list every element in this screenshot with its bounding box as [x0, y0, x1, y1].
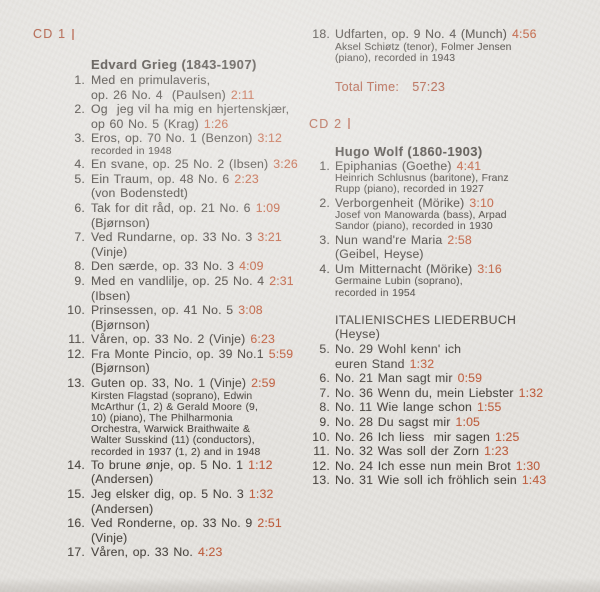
cd2-label-bar-icon — [348, 118, 350, 129]
track-body — [91, 332, 275, 347]
track-title-line — [91, 303, 263, 318]
track-text: recorded in 1948 — [91, 145, 172, 157]
track-body — [335, 459, 540, 474]
track-title-line — [335, 459, 540, 474]
track-title-line — [335, 159, 509, 174]
track-text: Våren, op. 33 No. — [91, 545, 193, 560]
track-title-line — [91, 117, 289, 132]
track-row — [307, 159, 593, 196]
cd2-label — [309, 117, 593, 131]
track-text: (Andersen) — [91, 472, 154, 487]
track-text: (Bjørnson) — [91, 215, 150, 230]
track-row — [33, 545, 307, 560]
track-duration: 4:56 — [512, 27, 537, 41]
track-body — [91, 274, 294, 303]
track-number: 3. — [319, 232, 330, 247]
total-time-label: Total Time: — [335, 80, 400, 94]
track-text: op 60 No. 5 (Krag) — [91, 116, 199, 131]
track-number: 18. — [312, 27, 330, 41]
track-credit-line — [335, 173, 509, 184]
cd1-label-bar-icon — [72, 29, 74, 40]
track-duration: 1:32 — [518, 385, 544, 400]
cd1-composer: Edvard Grieg (1843-1907) — [91, 57, 257, 72]
track-text: Germaine Lubin (soprano), — [335, 276, 463, 288]
track-text: Um Mitternacht (Mörike) — [335, 261, 473, 276]
track-duration: 1:30 — [515, 458, 541, 473]
cd2-track-list-part1 — [307, 159, 593, 299]
track-text: Ved Ronderne, op. 33 No. 9 — [91, 516, 253, 531]
track-title-line — [91, 347, 293, 362]
track-text: No. 29 Wohl kenn' ich — [335, 341, 462, 356]
track-text: No. 28 Du sagst mir — [335, 414, 451, 429]
track-body — [91, 458, 273, 487]
track-number: 3. — [74, 131, 85, 146]
track-number: 16. — [67, 516, 85, 531]
track-text: euren Stand — [335, 356, 405, 371]
track-text: (Vinje) — [91, 244, 128, 259]
track-text: Walter Susskind (11) (conductors), — [91, 435, 255, 447]
track-body — [91, 303, 263, 332]
track-text: No. 32 Was soll der Zorn — [335, 444, 480, 459]
track-title-line — [91, 131, 282, 146]
track-title-line — [91, 531, 282, 546]
track-title-line — [91, 361, 293, 376]
cd2-track-list-part2 — [307, 342, 593, 488]
track-body — [91, 172, 259, 201]
track-text: Nun wand're Maria — [335, 232, 443, 247]
track-title-line — [335, 247, 472, 262]
track-duration: 5:59 — [268, 346, 294, 361]
track-row — [33, 332, 307, 347]
track-duration: 3:08 — [238, 303, 263, 318]
track-credit-line — [91, 413, 276, 424]
track-body — [91, 131, 282, 157]
track-text: Med en vandlilje, op. 25 No. 4 — [91, 273, 265, 288]
track-duration: 1:26 — [203, 116, 229, 131]
track-text: No. 31 Wie soll ich fröhlich sein — [335, 473, 517, 488]
track-row — [307, 444, 593, 459]
track-body — [91, 157, 298, 172]
left-column — [33, 27, 307, 592]
track-duration: 2:58 — [447, 232, 472, 247]
track-text: (Ibsen) — [91, 288, 131, 303]
track-row — [33, 131, 307, 157]
liederbuch-section-header — [335, 313, 593, 342]
track-number: 1. — [319, 158, 330, 173]
track-number: 6. — [74, 200, 85, 215]
track-credit-line — [335, 288, 502, 299]
track-text: Og jeg vil ha mig en hjertenskjær, — [91, 102, 290, 117]
track-body — [335, 159, 509, 196]
track-title-line — [335, 233, 472, 248]
track-row — [33, 458, 307, 487]
track-title-line — [91, 458, 273, 473]
track-title-line — [91, 545, 223, 560]
track-duration: 4:09 — [239, 259, 264, 274]
track-text: Aksel Schiøtz (tenor), Folmer Jensen — [335, 41, 512, 53]
track-row — [33, 274, 307, 303]
track-text: Ein Traum, op. 48 No. 6 — [91, 171, 230, 186]
track-text: No. 11 Wie lange schon — [335, 400, 472, 415]
track-row — [33, 347, 307, 376]
track-title-line — [91, 274, 294, 289]
track-title-line — [91, 502, 273, 517]
track-text: (Bjørnson) — [91, 361, 150, 376]
track-title-line — [335, 415, 480, 430]
track-duration: 2:11 — [230, 87, 255, 102]
track-text: Verborgenheit (Mörike) — [335, 195, 465, 210]
track-title-line — [335, 430, 520, 445]
track-number: 8. — [74, 259, 85, 274]
track-number: 13. — [67, 376, 85, 391]
track-body — [335, 473, 546, 488]
track-duration: 1:05 — [455, 414, 481, 429]
track-title-line — [335, 357, 461, 372]
total-time — [335, 80, 593, 95]
right-column — [307, 27, 593, 592]
track-number: 1. — [74, 73, 85, 87]
track-number: 4. — [74, 157, 85, 172]
track-duration: 2:59 — [251, 376, 276, 391]
track-text: Heinrich Schlusnus (baritone), Franz — [335, 173, 509, 185]
track-body — [91, 516, 282, 545]
track-text: Den særde, op. 33 No. 3 — [91, 259, 235, 274]
track-text: Udfarten, op. 9 No. 4 (Munch) — [335, 27, 508, 41]
track-duration: 3:12 — [257, 131, 283, 146]
track-text: 10) (piano), The Philharmonia — [91, 413, 233, 425]
track-row — [307, 386, 593, 401]
track-body — [335, 262, 502, 299]
track-text: Josef von Manowarda (bass), Arpad — [335, 210, 507, 222]
track-number: 13. — [312, 473, 330, 488]
track-text: McArthur (1, 2) & Gerald Moore (9, — [91, 401, 258, 413]
track-body — [335, 371, 482, 386]
track-text: Kirsten Flagstad (soprano), Edwin — [91, 390, 253, 402]
track-title-line — [91, 88, 255, 103]
track-row — [307, 27, 593, 64]
track-text: (Geibel, Heyse) — [335, 247, 424, 262]
track-title-line — [91, 487, 273, 502]
track-text: (Vinje) — [91, 530, 128, 545]
track-number: 15. — [67, 487, 85, 502]
track-duration: 6:23 — [250, 332, 275, 347]
track-text: Prinsessen, op. 41 No. 5 — [91, 303, 234, 318]
track-body — [335, 196, 507, 233]
track-title-line — [91, 186, 259, 201]
track-credit-line — [91, 146, 282, 157]
track-duration: 3:10 — [469, 195, 494, 210]
track-duration: 4:41 — [456, 158, 482, 173]
track-body — [335, 430, 520, 445]
track-title-line — [335, 342, 461, 357]
track-title-line — [335, 444, 509, 459]
track-title-line — [335, 473, 546, 488]
track-number: 17. — [67, 545, 85, 560]
track-text: (piano), recorded in 1943 — [335, 52, 456, 64]
track-row — [307, 473, 593, 488]
track-body — [335, 444, 509, 459]
track-credit-line — [335, 42, 537, 53]
track-duration: 2:51 — [257, 516, 282, 531]
track-number: 5. — [319, 341, 330, 356]
track-duration: 1:32 — [409, 356, 435, 371]
track-text: op. 26 No. 4 (Paulsen) — [91, 87, 226, 102]
track-credit-line — [91, 435, 276, 446]
track-text: Ved Rundarne, op. 33 No. 3 — [91, 230, 253, 245]
track-credit-line — [335, 276, 502, 287]
track-number: 10. — [67, 303, 85, 318]
track-text: (Andersen) — [91, 501, 154, 516]
track-text: Jeg elsker dig, op. 5 No. 3 — [91, 487, 244, 502]
track-body — [335, 386, 543, 401]
track-row — [33, 487, 307, 516]
track-text: To brune ønje, op. 5 No. 1 — [91, 457, 244, 472]
track-number: 2. — [74, 102, 85, 117]
track-duration: 1:25 — [494, 429, 520, 444]
track-row — [33, 157, 307, 172]
track-row — [307, 371, 593, 386]
track-number: 11. — [313, 444, 330, 459]
track-text: recorded in 1954 — [335, 287, 416, 299]
track-body — [91, 102, 289, 131]
track-text: Med en primulaveris, — [91, 73, 211, 87]
track-duration: 1:09 — [255, 200, 281, 215]
track-number: 6. — [319, 371, 330, 386]
track-title-line — [91, 516, 282, 531]
track-credit-line — [91, 402, 276, 413]
cd2-label-text: CD 2 — [309, 116, 343, 131]
track-title-line — [91, 289, 294, 304]
track-body — [335, 400, 502, 415]
track-body — [91, 73, 255, 102]
track-body — [335, 342, 461, 371]
track-title-line — [335, 400, 502, 415]
track-text: No. 26 Ich liess mir sagen — [335, 429, 490, 444]
track-text: No. 24 Ich esse nun mein Brot — [335, 458, 511, 473]
track-body — [335, 27, 537, 64]
track-text: Eros, op. 70 No. 1 (Benzon) — [91, 131, 253, 146]
track-credit-line — [91, 391, 276, 402]
track-duration: 2:23 — [234, 171, 259, 186]
track-credit-line — [335, 184, 509, 195]
section-subtitle: (Heyse) — [335, 327, 381, 342]
track-text: En svane, op. 25 No. 2 (Ibsen) — [91, 157, 269, 172]
track-duration: 1:23 — [484, 444, 509, 459]
track-text: No. 36 Wenn du, mein Liebster — [335, 385, 514, 400]
track-number: 9. — [319, 414, 330, 429]
track-duration: 1:55 — [476, 400, 502, 415]
track-text: Sandor (piano), recorded in 1930 — [335, 221, 493, 233]
track-body — [335, 415, 480, 430]
track-row — [33, 303, 307, 332]
track-row — [307, 342, 593, 371]
track-credit-line — [335, 221, 507, 232]
track-body — [335, 233, 472, 262]
track-title-line — [335, 386, 543, 401]
track-row — [307, 459, 593, 474]
track-title-line — [91, 102, 289, 117]
track-number: 12. — [67, 346, 85, 361]
track-title-line — [91, 245, 282, 260]
cd1-label-text: CD 1 — [33, 27, 67, 41]
track-number: 7. — [319, 385, 330, 400]
track-body — [91, 347, 293, 376]
track-credit-line — [335, 53, 537, 64]
track-text: Rupp (piano), recorded in 1927 — [335, 184, 484, 196]
track-title-line — [91, 230, 282, 245]
track-duration: 2:31 — [269, 273, 294, 288]
cd1-track-list — [33, 73, 307, 560]
track-row — [33, 376, 307, 458]
track-text: Guten op. 33, No. 1 (Vinje) — [91, 376, 247, 391]
track-body — [91, 259, 264, 274]
track-title-line — [335, 27, 537, 42]
track-text: (Bjørnson) — [91, 317, 150, 332]
track-row — [33, 259, 307, 274]
track-text: Våren, op. 33 No. 2 (Vinje) — [91, 332, 246, 347]
track-body — [91, 545, 223, 560]
track-title-line — [91, 73, 255, 88]
track-duration: 3:21 — [257, 230, 282, 245]
track-duration: 1:43 — [521, 473, 547, 488]
track-row — [307, 400, 593, 415]
track-row — [307, 233, 593, 262]
track-title-line — [335, 196, 507, 211]
track-credit-line — [91, 424, 276, 435]
track-number: 5. — [74, 171, 85, 186]
track-number: 11. — [68, 332, 85, 347]
track-row — [307, 262, 593, 299]
track-number: 14. — [67, 457, 85, 472]
track-duration: 4:23 — [197, 545, 223, 560]
track-number: 2. — [319, 195, 330, 210]
track-row — [33, 73, 307, 102]
track-text: Tak for dit råd, op. 21 No. 6 — [91, 200, 251, 215]
track-row — [307, 430, 593, 445]
cd1-continued-track-list — [307, 27, 593, 64]
track-text: No. 21 Man sagt mir — [335, 371, 453, 386]
track-credit-line — [335, 210, 507, 221]
track-text: (von Bodenstedt) — [91, 186, 189, 201]
track-text: Orchestra, Warwick Braithwaite & — [91, 424, 251, 436]
track-title-line — [91, 201, 280, 216]
track-duration: 0:59 — [457, 371, 483, 386]
track-title-line — [335, 371, 482, 386]
track-text: Epiphanias (Goethe) — [335, 158, 452, 173]
cd1-label — [33, 27, 307, 41]
track-duration: 3:26 — [273, 157, 298, 172]
track-number: 10. — [312, 429, 330, 444]
track-row — [33, 516, 307, 545]
track-duration: 1:12 — [248, 457, 273, 472]
track-title-line — [91, 216, 280, 231]
track-number: 4. — [319, 261, 330, 276]
track-body — [91, 230, 282, 259]
total-time-value: 57:23 — [412, 80, 446, 94]
section-title: ITALIENISCHES LIEDERBUCH — [335, 312, 517, 327]
track-title-line — [91, 472, 273, 487]
track-body — [91, 376, 276, 458]
track-title-line — [91, 157, 298, 172]
track-row — [33, 172, 307, 201]
track-row — [33, 102, 307, 131]
cd2-composer: Hugo Wolf (1860-1903) — [335, 143, 483, 159]
track-title-line — [91, 259, 264, 274]
track-body — [91, 201, 280, 230]
track-title-line — [91, 318, 263, 333]
track-row — [307, 196, 593, 233]
track-title-line — [91, 332, 275, 347]
track-duration: 3:16 — [477, 261, 502, 276]
track-row — [33, 201, 307, 230]
track-duration: 1:32 — [248, 487, 274, 502]
track-title-line — [91, 376, 276, 391]
track-text: Fra Monte Pincio, op. 39 No.1 — [91, 346, 264, 361]
track-text: recorded in 1937 (1, 2) and in 1948 — [91, 446, 261, 458]
track-row — [307, 415, 593, 430]
track-row — [33, 230, 307, 259]
track-title-line — [335, 262, 502, 277]
track-number: 7. — [74, 230, 85, 245]
track-number: 9. — [74, 273, 85, 288]
track-number: 12. — [312, 458, 330, 473]
track-number: 8. — [319, 400, 330, 415]
track-body — [91, 487, 273, 516]
track-title-line — [91, 172, 259, 187]
track-credit-line — [91, 447, 276, 458]
